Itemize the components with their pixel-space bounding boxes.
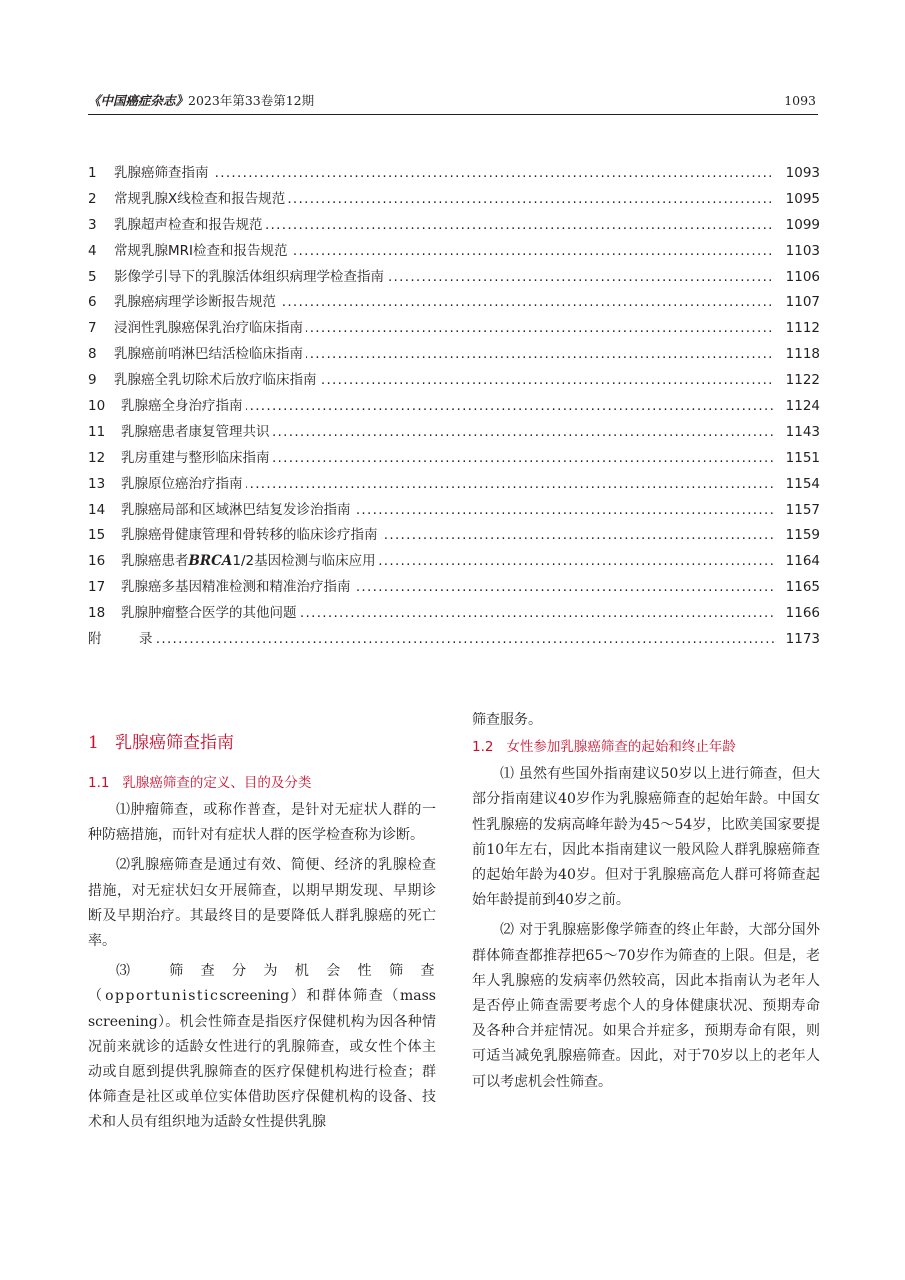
toc-page: 1122 <box>776 371 820 389</box>
toc-number: 8 <box>88 346 97 363</box>
toc-page: 1093 <box>776 164 820 182</box>
toc-title: 乳腺癌骨健康管理和骨转移的临床诊疗指南 ..... <box>121 526 774 544</box>
toc-page: 1095 <box>776 190 820 208</box>
toc-number: 1 <box>88 165 97 181</box>
toc-title: 录 ..... <box>139 630 774 648</box>
toc-page: 1154 <box>776 475 820 493</box>
toc-page: 1166 <box>776 604 820 622</box>
toc-page: 1118 <box>776 345 820 363</box>
toc-entry[interactable] <box>88 164 820 190</box>
toc-title-part: 1/2基因检测与临床应用 <box>232 553 376 570</box>
toc-title <box>121 552 774 570</box>
toc-number: 15 <box>88 527 106 544</box>
toc-page: 1106 <box>776 268 820 286</box>
toc-entry[interactable] <box>88 475 820 501</box>
toc-number: 6 <box>88 294 97 311</box>
toc-title: 乳腺原位癌治疗指南 ..... <box>121 475 774 493</box>
toc-title: 常规乳腺MRI检查和报告规范 ..... <box>114 242 774 260</box>
toc-title-part: 乳腺癌患者 <box>121 553 189 570</box>
paragraph: ⑴ 虽然有些国外指南建议50岁以上进行筛查，但大部分指南建议40岁作为乳腺癌筛查的起始年龄。中国女性乳腺癌的发病高峰年龄为45～54岁，比欧美国家要提前10年左右，因此本指南建议一般风险人群乳腺癌筛查的起始年龄为40岁。但对于乳腺癌高危人群可将筛查起始年龄提前到40岁之前。 <box>472 766 820 909</box>
toc-entry[interactable] <box>88 604 820 630</box>
toc-entry[interactable] <box>88 423 820 449</box>
toc-title: 乳腺超声检查和报告规范 ..... <box>114 216 774 234</box>
toc-number: 16 <box>88 553 106 570</box>
toc-title: 影像学引导下的乳腺活体组织病理学检查指南 ..... <box>114 268 774 286</box>
toc-page: 1112 <box>776 319 820 337</box>
toc-entry-appendix[interactable] <box>88 630 820 656</box>
toc-title: 乳腺癌局部和区域淋巴结复发诊治指南 ..... <box>121 501 774 519</box>
toc-page: 1165 <box>776 578 820 596</box>
section-number: 1 <box>88 733 99 753</box>
toc-page: 1103 <box>776 242 820 260</box>
toc-number: 14 <box>88 501 106 518</box>
toc-number: 2 <box>88 190 97 207</box>
toc-page: 1099 <box>776 216 820 234</box>
toc-title: 乳腺癌全身治疗指南 ..... <box>121 397 774 415</box>
toc-title: 乳腺肿瘤整合医学的其他问题 ..... <box>121 604 774 622</box>
toc-number: 12 <box>88 449 106 466</box>
toc-page: 1164 <box>776 552 820 570</box>
subsection-heading <box>472 736 820 758</box>
subsection-title: 女性参加乳腺癌筛查的起始和终止年龄 <box>506 739 736 756</box>
paragraph-text: ⑶ 筛查分为机会性筛查（opportunistic <box>88 963 436 1005</box>
toc-title: 乳腺癌筛查指南 ..... <box>114 164 774 182</box>
paragraph: ⑴肿瘤筛查，或称作普查，是针对无症状人群的一种防癌措施，而针对有症状人群的医学检查称为诊断。 <box>88 802 436 844</box>
toc-title: 乳腺癌患者康复管理共识 ..... <box>121 423 774 441</box>
paragraph: ⑵乳腺癌筛查是通过有效、简便、经济的乳腺检查措施，对无症状妇女开展筛查，以期早期发现、早期诊断及早期治疗。其最终目的是要降低人群乳腺癌的死亡率。 <box>88 857 436 950</box>
page-number: 1093 <box>784 93 816 108</box>
toc-entry[interactable] <box>88 526 820 552</box>
subsection-number: 1.2 <box>472 739 494 756</box>
body-column-right <box>472 708 820 1100</box>
toc-number: 3 <box>88 216 97 233</box>
toc-entry[interactable] <box>88 552 820 578</box>
toc-entry[interactable] <box>88 578 820 604</box>
toc-page: 1157 <box>776 501 820 519</box>
section-heading <box>88 732 436 754</box>
toc-number: 10 <box>88 398 106 415</box>
section-title: 乳腺癌筛查指南 <box>115 733 235 753</box>
toc-number: 17 <box>88 579 106 596</box>
toc-entry[interactable] <box>88 242 820 268</box>
toc-title: 浸润性乳腺癌保乳治疗临床指南 ..... <box>114 319 774 337</box>
toc-entry[interactable] <box>88 190 820 216</box>
toc-title: 乳腺癌多基因精准检测和精准治疗指南 ..... <box>121 578 774 596</box>
paragraph <box>88 959 436 1135</box>
subsection-number: 1.1 <box>88 775 110 791</box>
subsection-title: 乳腺癌筛查的定义、目的及分类 <box>122 775 312 791</box>
journal-title <box>88 92 314 110</box>
toc-entry[interactable] <box>88 371 820 397</box>
toc-title: 乳腺癌全乳切除术后放疗临床指南 ..... <box>114 371 774 389</box>
running-header <box>88 92 818 115</box>
paragraph: ⑵ 对于乳腺癌影像学筛查的终止年龄，大部分国外群体筛查都推荐把65～70岁作为筛查的上限。但是，老年人乳腺癌的发病率仍然较高，因此本指南认为老年人是否停止筛查需要考虑个人的身体健康状况、预期寿命及各种合并症情况。如果合并症多，预期寿命有限，则可适当减免乳腺癌筛查。因此，对于70岁以上的老年人可以考虑机会性筛查。 <box>472 922 820 1090</box>
toc-number: 18 <box>88 605 106 622</box>
toc-page: 1159 <box>776 526 820 544</box>
toc-page: 1143 <box>776 423 820 441</box>
toc-number: 4 <box>88 242 97 259</box>
toc-entry[interactable] <box>88 397 820 423</box>
toc-page: 1151 <box>776 449 820 467</box>
gene-name: BRCA <box>188 553 233 570</box>
toc-entry[interactable] <box>88 449 820 475</box>
journal-issue: 2023年第33卷第12期 <box>188 93 315 108</box>
toc-page: 1124 <box>776 397 820 415</box>
toc-title: 乳房重建与整形临床指南 ..... <box>121 449 774 467</box>
toc-entry[interactable] <box>88 293 820 319</box>
toc-entry[interactable] <box>88 319 820 345</box>
toc-number: 5 <box>88 268 97 285</box>
body-column-left <box>88 708 436 1141</box>
paragraph-continued: 筛查服务。 <box>472 712 542 728</box>
toc-title: 乳腺癌前哨淋巴结活检临床指南 ..... <box>114 345 774 363</box>
toc-entry[interactable] <box>88 268 820 294</box>
toc-number: 11 <box>88 423 106 440</box>
toc-page: 1173 <box>776 630 820 648</box>
journal-name: 《中国癌症杂志》 <box>88 93 189 108</box>
toc-number: 7 <box>88 320 97 337</box>
toc-entry[interactable] <box>88 345 820 371</box>
toc-entry[interactable] <box>88 501 820 527</box>
toc-page: 1107 <box>776 293 820 311</box>
toc-number: 13 <box>88 475 106 492</box>
toc-title: 常规乳腺X线检查和报告规范 ..... <box>114 190 774 208</box>
table-of-contents <box>88 164 820 656</box>
toc-title: 乳腺癌病理学诊断报告规范 ..... <box>114 293 774 311</box>
toc-number: 9 <box>88 372 97 389</box>
paragraph-text: screening）和群体筛查（mass screening）。机会性筛查是指医疗保健机构为因各种情况前来就诊的适龄女性进行的乳腺筛查，或女性个体主动或自愿到提供乳腺筛查的医疗保健机构进行检查；群体筛查是社区或单位实体借助医疗保健机构的设备、技术和人员有组织地为适龄女性提供乳腺 <box>88 988 436 1131</box>
toc-entry[interactable] <box>88 216 820 242</box>
toc-number: 附 <box>88 631 102 648</box>
subsection-heading <box>88 772 436 794</box>
